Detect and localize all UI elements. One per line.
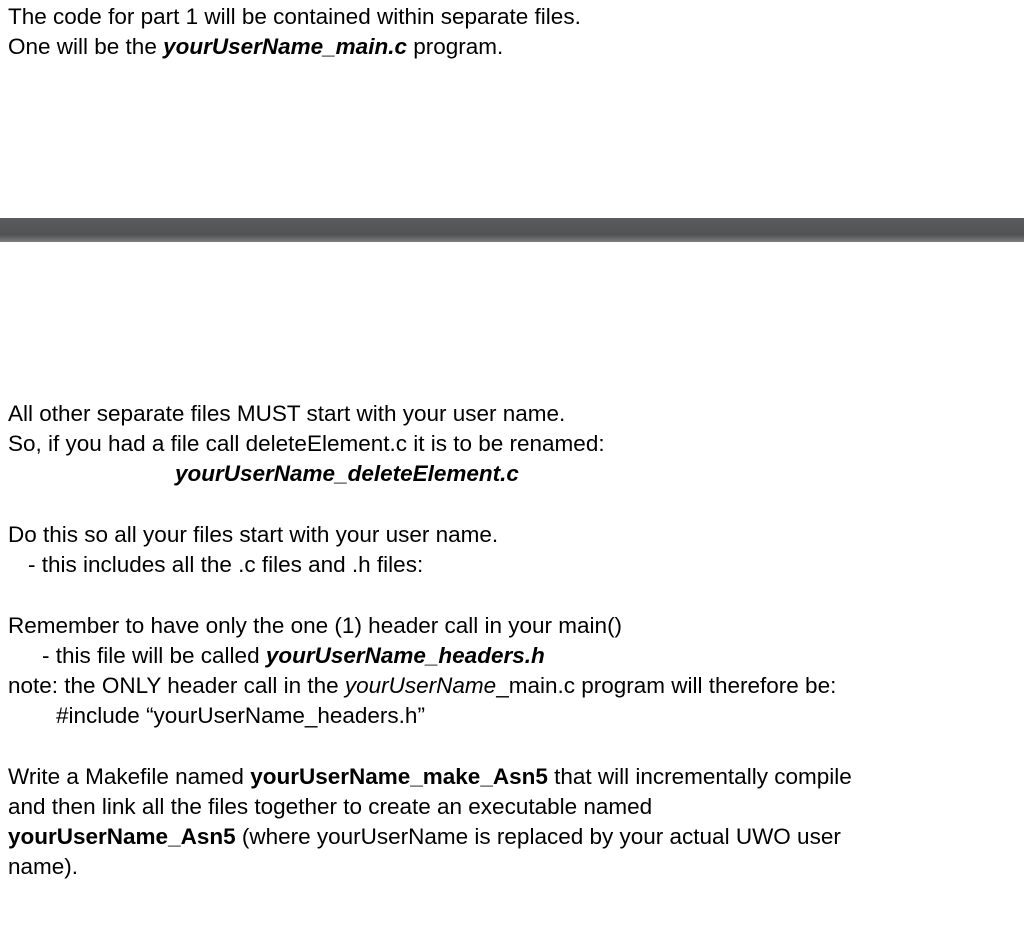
text-line [8,822,841,852]
text-line: All other separate files MUST start with your user name. [8,401,566,426]
text-run: - this file will be called [42,643,266,668]
text-line: The code for part 1 will be contained within separate files. [8,4,581,29]
text-line: name). [8,854,79,879]
text-line: and then link all the files together to create an executable named [8,794,653,819]
text-run: (where yourUserName is replaced by your actual UWO user [235,824,841,849]
page-separator [0,218,1024,242]
text-run: note: the ONLY header call in the [8,673,345,698]
executable-name: yourUserName_Asn5 [8,824,236,849]
text-line: Do this so all your files start with your user name. [8,522,499,547]
include-directive: #include “yourUserName_headers.h” [56,703,425,728]
text-line: - this includes all the .c files and .h files: [28,552,424,577]
text-line [8,671,836,701]
document-page-bottom [0,242,1024,950]
filename-main: yourUserName_main.c [163,34,407,59]
text-line: So, if you had a file call deleteElement.c it is to be renamed: [8,431,605,456]
makefile-name: yourUserName_make_Asn5 [250,764,548,789]
text-run: that will incrementally compile [547,764,852,789]
text-line [8,762,852,792]
document-page-top [0,0,1024,218]
text-line [42,641,545,671]
filename-delete-element: yourUserName_deleteElement.c [175,461,519,486]
text-run: program. [406,34,504,59]
text-line: Remember to have only the one (1) header call in your main() [8,613,623,638]
text-run: Write a Makefile named [8,764,251,789]
text-run: _main.c program will therefore be: [496,673,837,698]
text-run: One will be the [8,34,164,59]
text-line [8,32,503,62]
text-run-italic: yourUserName [344,673,497,698]
filename-headers: yourUserName_headers.h [265,643,545,668]
